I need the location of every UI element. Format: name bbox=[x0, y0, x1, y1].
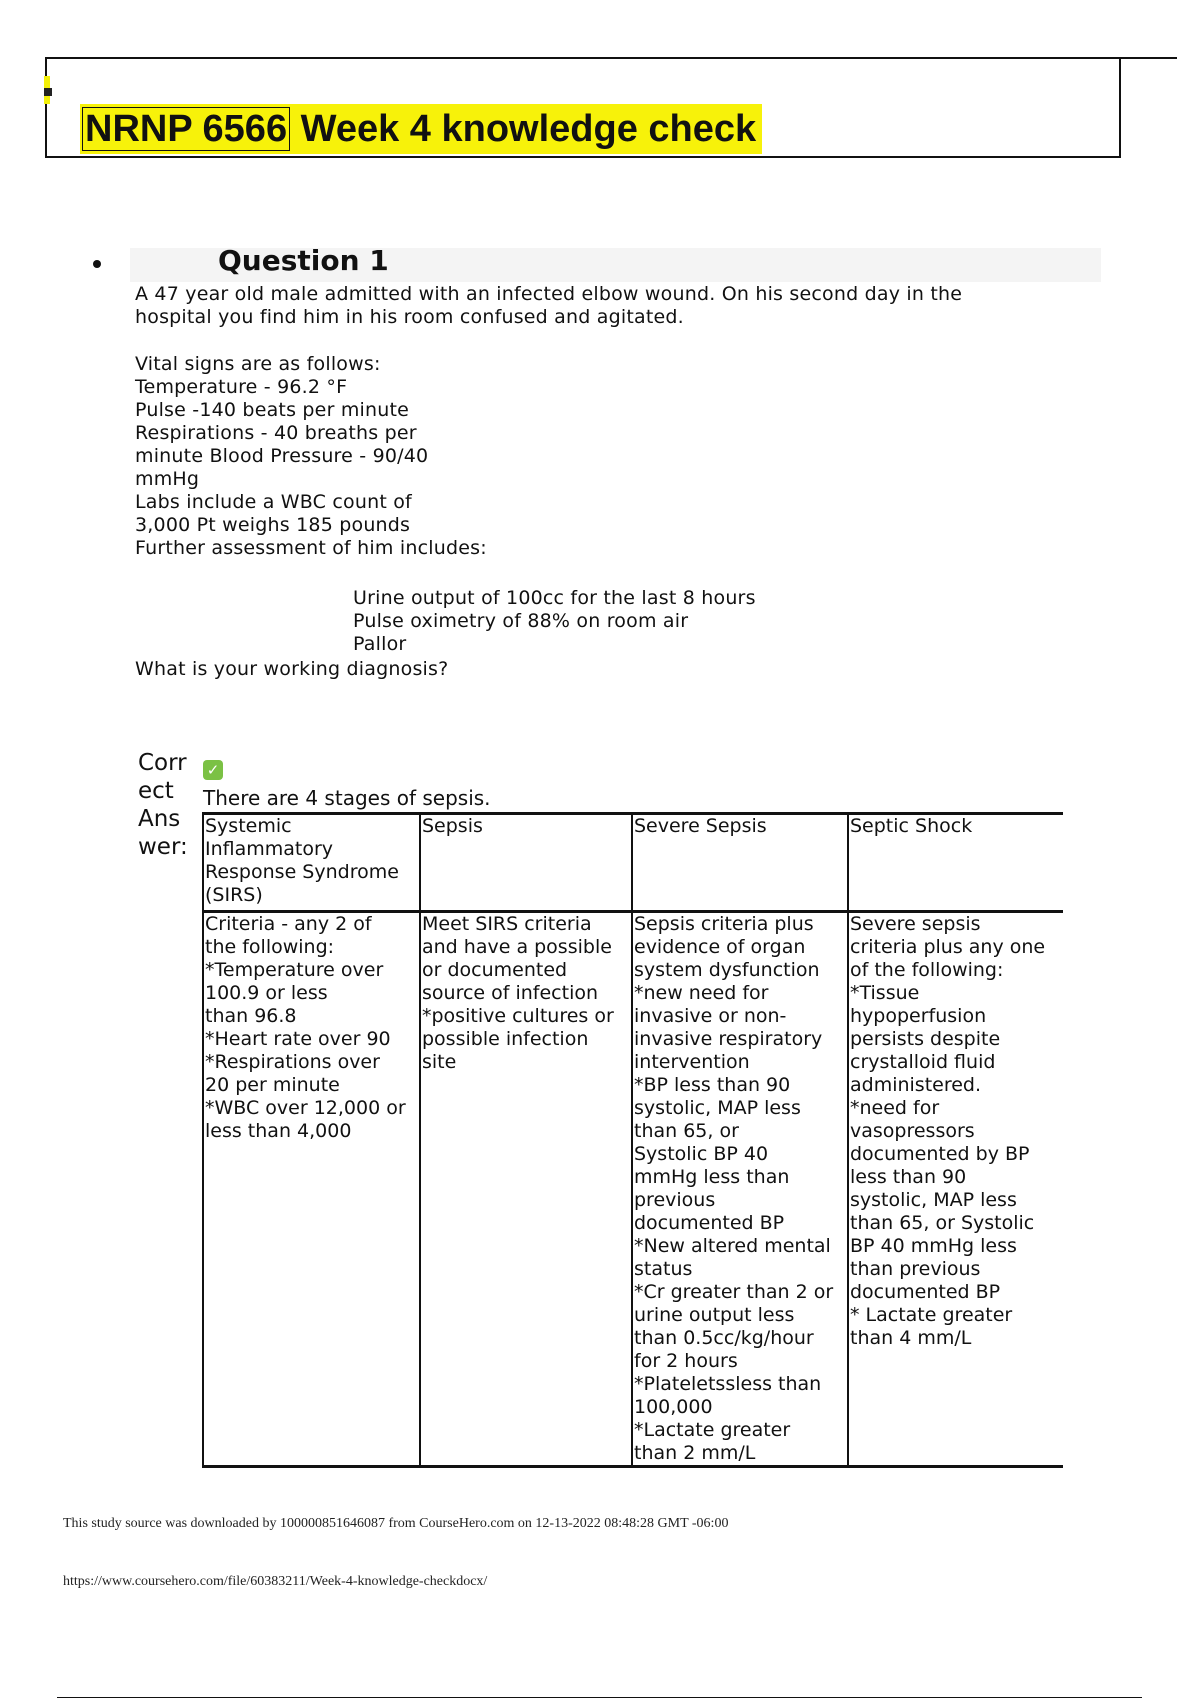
cell-line: Criteria - any 2 of bbox=[205, 913, 372, 935]
septic-shock-criteria-cell bbox=[848, 912, 1063, 1467]
cell-line: Septic Shock bbox=[850, 815, 973, 837]
label-line: ect bbox=[138, 778, 174, 804]
vitals-line: Labs include a WBC count of bbox=[135, 491, 412, 513]
cell-line: *Heart rate over 90 bbox=[205, 1028, 391, 1050]
cell-line: urine output less bbox=[634, 1304, 795, 1326]
cell-line: *BP less than 90 bbox=[634, 1074, 791, 1096]
cell-line: BP 40 mmHg less bbox=[850, 1235, 1017, 1257]
severe-sepsis-criteria-cell bbox=[632, 912, 848, 1467]
cell-line: Systemic bbox=[205, 815, 292, 837]
header-severe-sepsis bbox=[632, 814, 848, 912]
cell-line: *need for bbox=[850, 1097, 940, 1119]
label-line: Ans bbox=[138, 806, 181, 832]
cell-line: of the following: bbox=[850, 959, 1004, 981]
correct-check-icon: ✓ bbox=[203, 760, 223, 780]
label-line: wer: bbox=[138, 834, 188, 860]
cell-line: Meet SIRS criteria bbox=[422, 913, 592, 935]
cell-line: for 2 hours bbox=[634, 1350, 738, 1372]
cell-line: *Tissue bbox=[850, 982, 920, 1004]
cell-line: *new need for bbox=[634, 982, 769, 1004]
correct-answer-label bbox=[138, 749, 198, 861]
assessment-findings bbox=[353, 587, 756, 656]
cell-line: systolic, MAP less bbox=[634, 1097, 801, 1119]
cell-line: *Lactate greater bbox=[634, 1419, 791, 1441]
cell-line: evidence of organ bbox=[634, 936, 806, 958]
cell-line: possible infection bbox=[422, 1028, 589, 1050]
cell-line: administered. bbox=[850, 1074, 982, 1096]
cell-line: Severe Sepsis bbox=[634, 815, 767, 837]
cell-line: (SIRS) bbox=[205, 884, 263, 906]
vital-signs-block bbox=[135, 353, 615, 560]
vitals-line: mmHg bbox=[135, 468, 200, 490]
cell-line: *New altered mental bbox=[634, 1235, 831, 1257]
cell-line: than 65, or Systolic bbox=[850, 1212, 1035, 1234]
cell-line: Sepsis bbox=[422, 815, 483, 837]
vitals-line: minute Blood Pressure - 90/40 bbox=[135, 445, 429, 467]
cell-line: mmHg less than bbox=[634, 1166, 790, 1188]
cell-line: the following: bbox=[205, 936, 335, 958]
cell-line: Systolic BP 40 bbox=[634, 1143, 769, 1165]
cell-line: persists despite bbox=[850, 1028, 1001, 1050]
cell-line: than 96.8 bbox=[205, 1005, 297, 1027]
vitals-line: Respirations - 40 breaths per bbox=[135, 422, 417, 444]
answer-intro: There are 4 stages of sepsis. bbox=[203, 786, 491, 810]
cell-line: than 65, or bbox=[634, 1120, 739, 1142]
cell-line: documented by BP bbox=[850, 1143, 1030, 1165]
table-header-row bbox=[203, 814, 1063, 912]
page-title bbox=[80, 104, 762, 154]
download-notice: This study source was downloaded by 100000851646087 from CourseHero.com on 12-13-2022 08:48:28 GMT -06:00 bbox=[63, 1516, 729, 1531]
cell-line: documented BP bbox=[850, 1281, 1001, 1303]
cell-line: than 0.5cc/kg/hour bbox=[634, 1327, 814, 1349]
finding-item: Pulse oximetry of 88% on room air bbox=[353, 610, 689, 632]
cell-line: than 4 mm/L bbox=[850, 1327, 972, 1349]
cell-line: status bbox=[634, 1258, 693, 1280]
cell-line: than 2 mm/L bbox=[634, 1442, 756, 1464]
cell-line: than previous bbox=[850, 1258, 981, 1280]
table-row bbox=[203, 912, 1063, 1467]
cell-line: source of infection bbox=[422, 982, 599, 1004]
cell-line: *positive cultures or bbox=[422, 1005, 614, 1027]
sepsis-stages-table bbox=[202, 812, 1063, 1468]
source-url[interactable]: https://www.coursehero.com/file/60383211/Week-4-knowledge-checkdocx/ bbox=[63, 1574, 488, 1589]
cell-line: site bbox=[422, 1051, 457, 1073]
cell-line: *Cr greater than 2 or bbox=[634, 1281, 834, 1303]
title-bullet bbox=[44, 88, 52, 96]
question-bullet bbox=[93, 260, 101, 268]
cell-line: systolic, MAP less bbox=[850, 1189, 1017, 1211]
cell-line: Inflammatory bbox=[205, 838, 334, 860]
bottom-divider bbox=[57, 1697, 1142, 1698]
question-prompt: What is your working diagnosis? bbox=[135, 658, 449, 680]
cell-line: previous bbox=[634, 1189, 716, 1211]
header-sirs bbox=[203, 814, 420, 912]
cell-line: crystalloid fluid bbox=[850, 1051, 996, 1073]
cell-line: or documented bbox=[422, 959, 568, 981]
cell-line: system dysfunction bbox=[634, 959, 820, 981]
vitals-line: Vital signs are as follows: bbox=[135, 353, 381, 375]
vitals-line: Further assessment of him includes: bbox=[135, 537, 487, 559]
cell-line: * Lactate greater bbox=[850, 1304, 1013, 1326]
cell-line: *WBC over 12,000 or bbox=[205, 1097, 406, 1119]
cell-line: less than 4,000 bbox=[205, 1120, 352, 1142]
cell-line: 100,000 bbox=[634, 1396, 713, 1418]
sirs-criteria-cell bbox=[203, 912, 420, 1467]
label-line: Corr bbox=[138, 750, 187, 776]
header-septic-shock bbox=[848, 814, 1063, 912]
cell-line: less than 90 bbox=[850, 1166, 967, 1188]
cell-line: invasive or non- bbox=[634, 1005, 787, 1027]
cell-line: *Plateletssless than bbox=[634, 1373, 822, 1395]
cell-line: invasive respiratory bbox=[634, 1028, 823, 1050]
cell-line: intervention bbox=[634, 1051, 750, 1073]
header-sepsis bbox=[420, 814, 632, 912]
cell-line: 100.9 or less bbox=[205, 982, 328, 1004]
title-text: Week 4 knowledge check bbox=[290, 108, 757, 150]
cell-line: criteria plus any one bbox=[850, 936, 1046, 958]
sepsis-criteria-cell bbox=[420, 912, 632, 1467]
vitals-line: Temperature - 96.2 °F bbox=[135, 376, 348, 398]
question-title: Question 1 bbox=[218, 244, 389, 277]
cell-line: vasopressors bbox=[850, 1120, 975, 1142]
cell-line: hypoperfusion bbox=[850, 1005, 987, 1027]
question-stem: A 47 year old male admitted with an infected elbow wound. On his second day in the hospital you find him in his room confused and agitated. bbox=[135, 283, 963, 328]
finding-item: Pallor bbox=[353, 633, 407, 655]
cell-line: documented BP bbox=[634, 1212, 785, 1234]
cell-line: Severe sepsis bbox=[850, 913, 981, 935]
cell-line: Response Syndrome bbox=[205, 861, 399, 883]
vitals-line: Pulse -140 beats per minute bbox=[135, 399, 410, 421]
title-frame-extension bbox=[1117, 57, 1177, 59]
cell-line: Sepsis criteria plus bbox=[634, 913, 814, 935]
course-code: NRNP 6566 bbox=[82, 107, 290, 151]
cell-line: *Respirations over bbox=[205, 1051, 380, 1073]
vitals-line: 3,000 Pt weighs 185 pounds bbox=[135, 514, 411, 536]
cell-line: *Temperature over bbox=[205, 959, 384, 981]
cell-line: 20 per minute bbox=[205, 1074, 340, 1096]
finding-item: Urine output of 100cc for the last 8 hours bbox=[353, 587, 756, 609]
cell-line: and have a possible bbox=[422, 936, 612, 958]
